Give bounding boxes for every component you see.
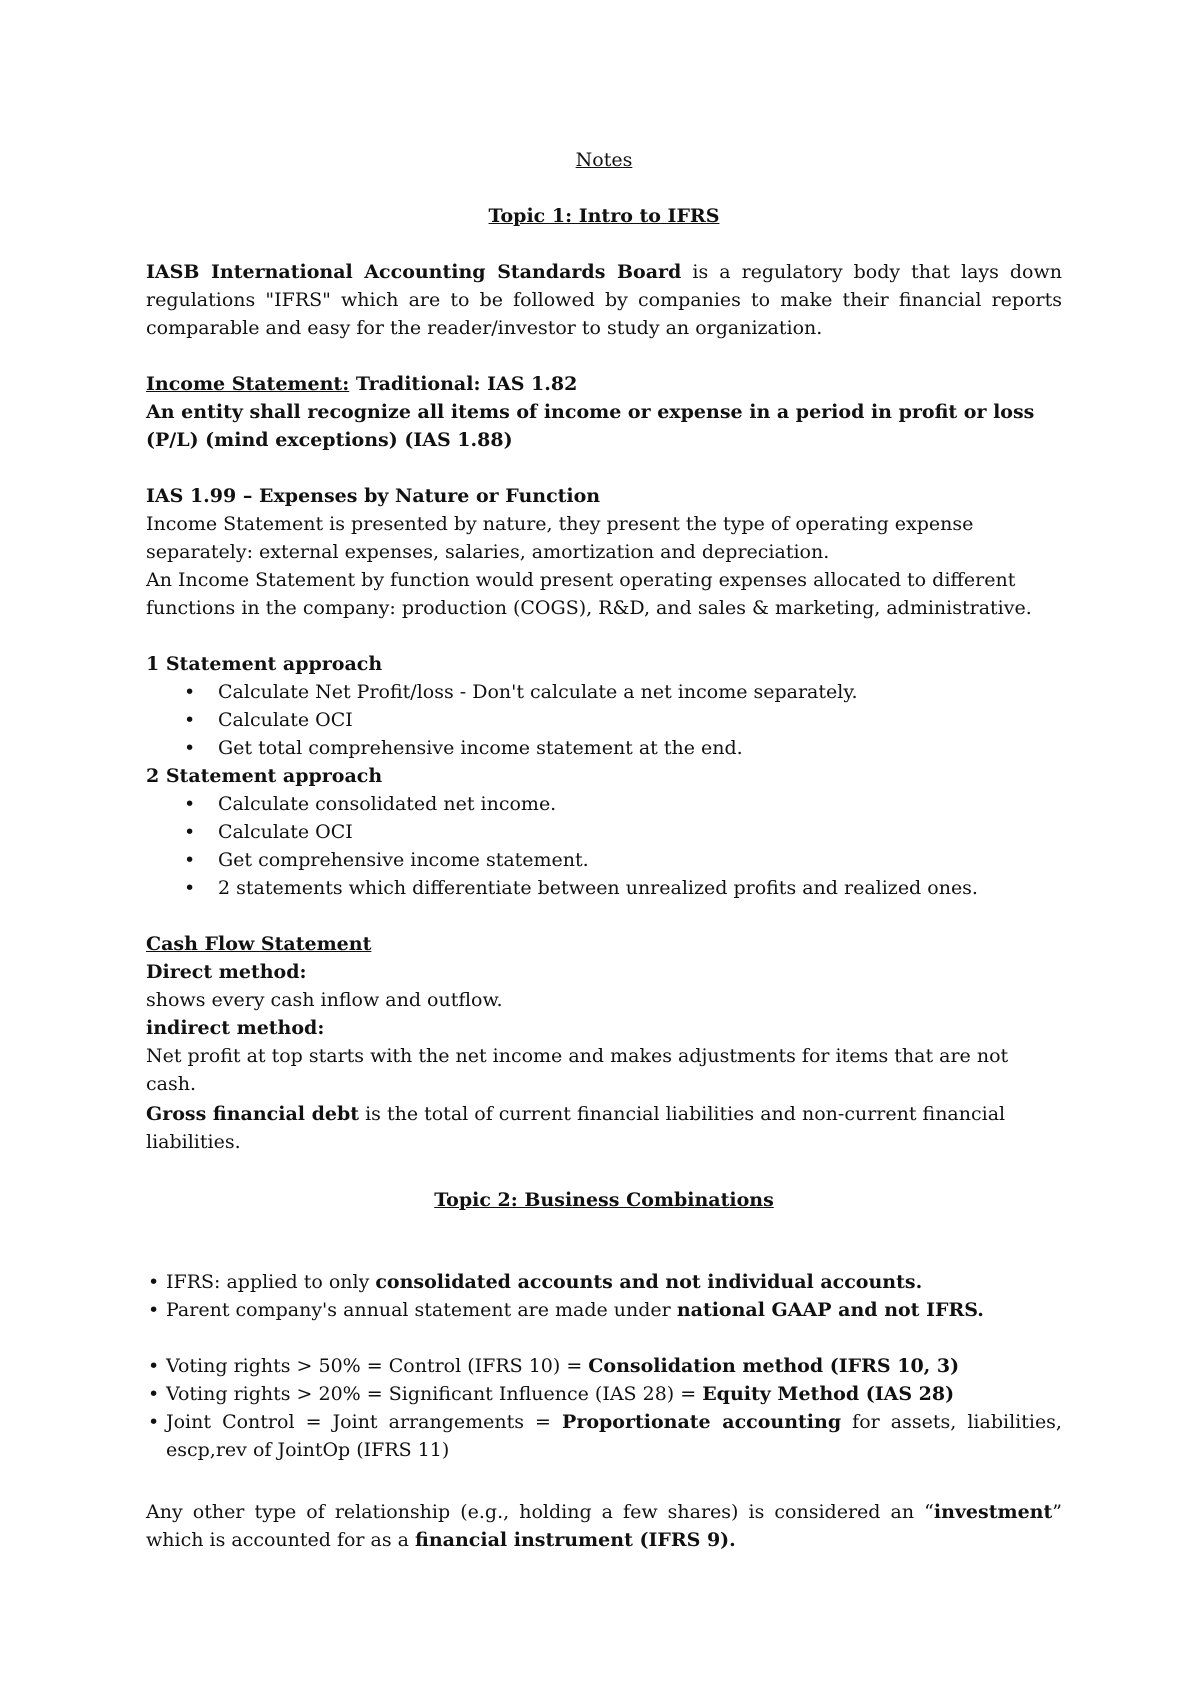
notes-title: Notes (575, 149, 633, 171)
approach1-list (146, 678, 1062, 762)
list-item: • Parent company's annual statement are made under national GAAP and not IFRS. (148, 1299, 984, 1321)
approach1-heading: 1 Statement approach (146, 653, 383, 675)
direct-method-text: shows every cash inflow and outflow. (146, 989, 503, 1011)
list-item: • IFRS: applied to only consolidated accounts and not individual accounts. (148, 1271, 923, 1293)
topic2-heading: Topic 2: Business Combinations (434, 1189, 774, 1211)
approach2-list (146, 790, 1062, 902)
list-item: • Calculate OCI (184, 709, 353, 731)
investment-paragraph: Any other type of relationship (e.g., holding a few shares) is considered an “investment” which is accounted for as a financial instrument (IFRS 9). (146, 1501, 1062, 1551)
indirect-method-label: indirect method: (146, 1017, 325, 1039)
approach2-heading: 2 Statement approach (146, 765, 383, 787)
cash-flow-heading: Cash Flow Statement (146, 933, 372, 955)
list-item: • Calculate consolidated net income. (184, 793, 557, 815)
list-item: • Voting rights > 20% = Significant Influence (IAS 28) = Equity Method (IAS 28) (148, 1383, 955, 1405)
list-item: • Get comprehensive income statement. (184, 849, 589, 871)
iasb-intro-paragraph: IASB International Accounting Standards Board is a regulatory body that lays down regulations "IFRS" which are to be followed by companies to make their financial reports comparable and easy for the reader/investor to study an organization. (146, 261, 1063, 339)
list-item: • Get total comprehensive income statement at the end. (184, 737, 743, 759)
direct-method-label: Direct method: (146, 961, 307, 983)
list-item: • Calculate Net Profit/loss - Don't calculate a net income separately. (184, 681, 858, 703)
gross-debt-paragraph: Gross financial debt is the total of current financial liabilities and non-current financial liabilities. (146, 1103, 1006, 1153)
list-item: • Calculate OCI (184, 821, 353, 843)
indirect-method-text: Net profit at top starts with the net income and makes adjustments for items that are not cash. (146, 1045, 1009, 1095)
topic2-list-1 (146, 1268, 1062, 1324)
income-statement-rule: An entity shall recognize all items of income or expense in a period in profit or loss (P/L) (mind exceptions) (IAS 1.88) (146, 401, 1035, 451)
list-item: • Joint Control = Joint arrangements = Proportionate accounting for assets, liabilities, escp,rev of JointOp (IFRS 11) (148, 1411, 1062, 1461)
income-statement-heading: Income Statement: Traditional: IAS 1.82 (146, 373, 578, 395)
ias199-heading: IAS 1.99 – Expenses by Nature or Function (146, 485, 601, 507)
list-item: • 2 statements which differentiate between unrealized profits and realized ones. (184, 877, 978, 899)
list-item: • Voting rights > 50% = Control (IFRS 10) = Consolidation method (IFRS 10, 3) (148, 1355, 960, 1377)
ias199-nature-text: Income Statement is presented by nature, they present the type of operating expense separately: external expenses, salaries, amortization and depreciation. (146, 513, 974, 563)
topic1-heading: Topic 1: Intro to IFRS (488, 205, 720, 227)
topic2-list-2 (146, 1352, 1062, 1464)
ias199-function-text: An Income Statement by function would present operating expenses allocated to different functions in the company: production (COGS), R&D, and sales & marketing, administrative. (146, 569, 1032, 619)
